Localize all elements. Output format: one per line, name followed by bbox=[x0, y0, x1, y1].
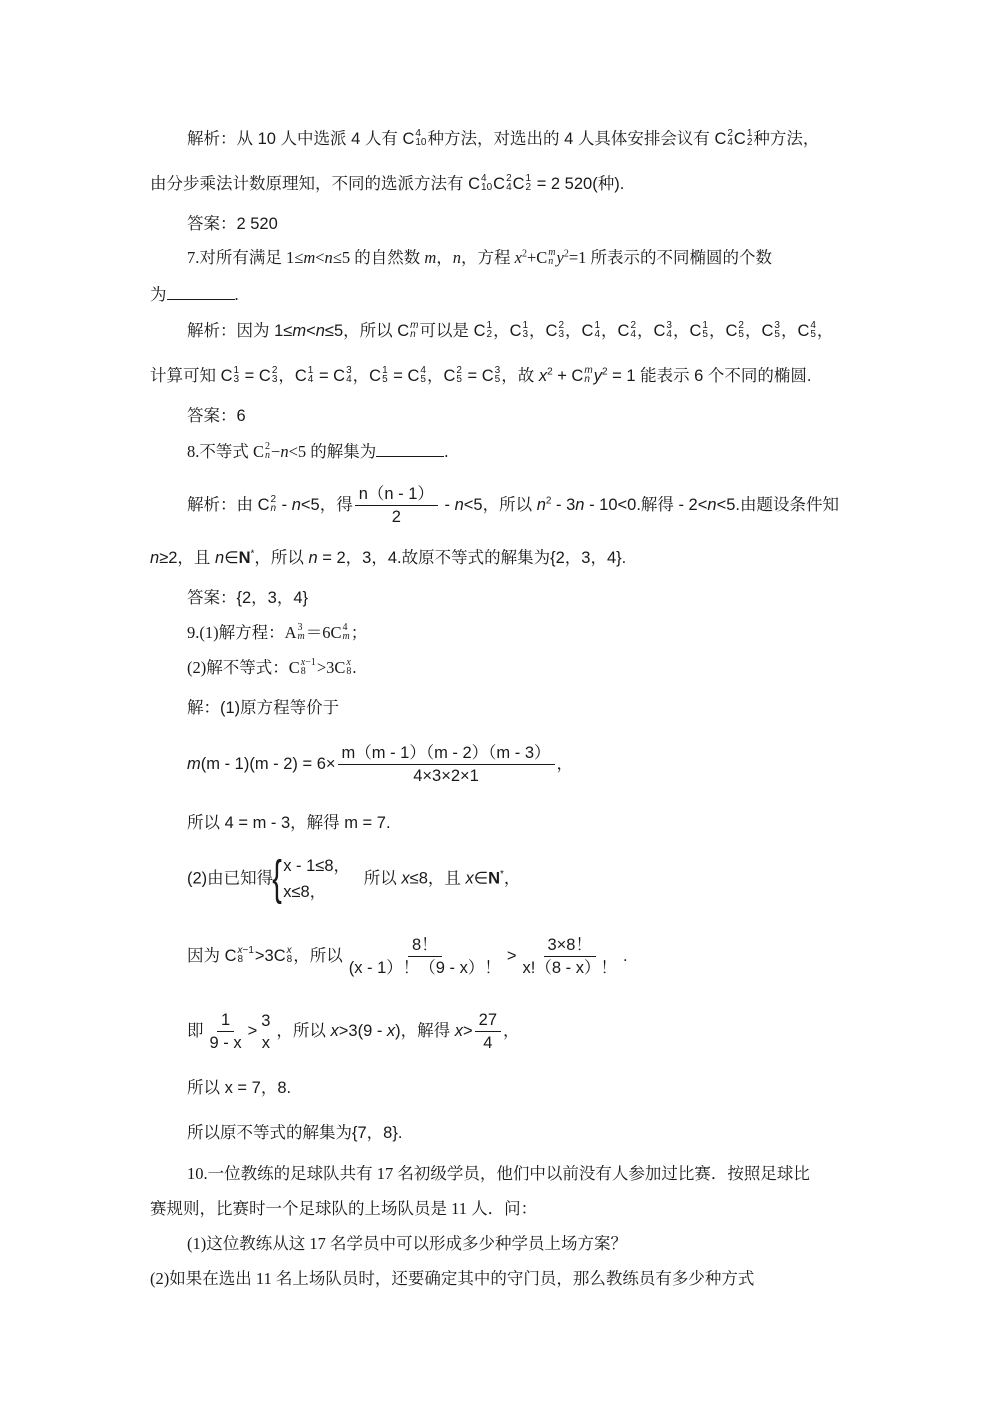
text: − bbox=[271, 442, 281, 461]
denominator: x!（8 - x）！ bbox=[522, 959, 617, 977]
text: ，所以 bbox=[276, 1021, 331, 1040]
text: )，解得 bbox=[395, 1021, 455, 1040]
q8-solution-line1: 解析：由 C 2 n - n<5，得 $\frac{n(n - 1)}{2}$ - n<5，所以 $n^2 - 3n - 10<0$.解得 - 2<n<5.由题设条件知 bbox=[187, 485, 839, 526]
q6-solution-line2 bbox=[150, 173, 624, 195]
text: ，故 bbox=[501, 367, 539, 385]
combination-C4-10: C 4 10 bbox=[402, 127, 427, 148]
numerator: 8！ bbox=[408, 935, 442, 957]
q9-solution-intro: 解：(1)原方程等价于 bbox=[187, 699, 340, 717]
text: ， bbox=[436, 248, 453, 267]
q7-question-line1: 7.对所有满足 1≤m<n≤5 的自然数 m，n，方程 $x^2+C$ m n $y^2=1$ 所表示的不同椭圆的个数 bbox=[187, 247, 773, 268]
q7-solution-line2: 计算可知 C 1 3 = C 2 3 ，C 1 4 = C 3 4 ，C 1 5 = C 4 5 ，C 2 5 = C 3 5 ，故 $x^2 + C$ m n $y^2 = 1$ 能表示 6 个不同的椭圆. bbox=[150, 364, 812, 385]
case-1: x - 1≤8， bbox=[283, 857, 351, 875]
fraction bbox=[345, 935, 505, 978]
q7-answer: 答案：6 bbox=[187, 407, 246, 425]
text: ， bbox=[503, 1021, 520, 1040]
text: ＝6C bbox=[305, 623, 342, 642]
text: 种方法，对选出的 4 人具体安排会议有 bbox=[427, 130, 715, 148]
text: - bbox=[277, 495, 292, 514]
answer-blank bbox=[167, 283, 235, 300]
text: 7.对所有满足 1≤ bbox=[187, 248, 304, 267]
text: 8.不等式 C bbox=[187, 442, 265, 461]
text: - bbox=[439, 495, 455, 514]
text: ≤8，且 bbox=[409, 869, 466, 888]
text: - 3 bbox=[551, 495, 576, 514]
text: >3C bbox=[316, 658, 346, 677]
text: ∈ bbox=[224, 549, 239, 567]
fraction bbox=[206, 1010, 246, 1053]
text: 即 bbox=[187, 1021, 204, 1040]
text: <5，所以 bbox=[463, 495, 537, 514]
text: ，所以 bbox=[254, 549, 309, 567]
text: ； bbox=[350, 623, 368, 642]
q9-because-line: 因为 C x−1 8 >3C x 8 ，所以 $\frac{8!}{(x - 1)!(9 - x)!}$ > $\frac{3\times 8!}{x!(8 - x)!}$ . bbox=[187, 936, 628, 977]
text: = 1 能表示 6 个不同的椭圆. bbox=[607, 367, 812, 385]
text: ， bbox=[556, 754, 574, 773]
text: 解析：因为 1≤ bbox=[187, 322, 293, 340]
numerator: 3×8！ bbox=[544, 935, 597, 957]
fraction bbox=[475, 1010, 501, 1053]
numerator: m（m - 1）（m - 2）（m - 3） bbox=[338, 743, 555, 765]
numerator: 27 bbox=[475, 1010, 501, 1032]
cases-brace: { x - 1≤8， x≤8， bbox=[272, 852, 351, 905]
numerator: 1 bbox=[217, 1010, 234, 1032]
text: 9.(1)解方程：A bbox=[187, 623, 297, 642]
text: ≤5 的自然数 bbox=[332, 248, 425, 267]
var-n: n bbox=[324, 248, 333, 267]
text: <5 的解集为 bbox=[288, 442, 377, 461]
text: 可以是 bbox=[419, 322, 474, 340]
text: (m - 1)(m - 2) = 6× bbox=[200, 754, 336, 773]
text: ， bbox=[503, 869, 521, 888]
text: N bbox=[238, 549, 251, 567]
text: 由分步乘法计数原理知，不同的选派方法有 bbox=[150, 175, 469, 193]
denominator: x bbox=[261, 1033, 270, 1052]
denominator: 2 bbox=[391, 508, 401, 526]
denominator: (x - 1）！（9 - x）！ bbox=[348, 959, 501, 977]
text: ≥2，且 bbox=[159, 549, 216, 567]
text: . bbox=[622, 946, 628, 965]
case-2: x≤8， bbox=[283, 883, 327, 901]
text: (2)由已知得 bbox=[187, 869, 274, 888]
var-m: m bbox=[424, 248, 437, 267]
text: 因为 C bbox=[187, 946, 237, 965]
fraction bbox=[355, 484, 438, 527]
q9-part2: (2)解不等式：C x−1 8 >3C x 8 . bbox=[187, 657, 357, 678]
denominator: 4×3×2×1 bbox=[413, 767, 479, 785]
q9-so-x: 所以 x = 7，8. bbox=[187, 1079, 292, 1097]
text: - 10<0.解得 - 2< bbox=[584, 495, 708, 514]
q6-solution-line1 bbox=[187, 128, 819, 150]
fraction bbox=[338, 743, 555, 786]
q9-solution-set: 所以原不等式的解集为{7，8}. bbox=[187, 1124, 403, 1142]
q10-part2: (2)如果在选出 11 名上场队员时，还要确定其中的守门员，那么教练员有多少种方式 bbox=[150, 1269, 755, 1288]
text: = 2 520(种). bbox=[532, 175, 625, 193]
text: 为 bbox=[150, 285, 167, 304]
q6-answer: 答案：2 520 bbox=[187, 215, 278, 233]
q10-line1: 10.一位教练的足球队共有 17 名初级学员，他们中以前没有人参加过比赛．按照足球比 bbox=[187, 1164, 810, 1183]
q10-part1: (1)这位教练从这 17 名学员中可以形成多少种学员上场方案？ bbox=[187, 1234, 627, 1253]
text: 解析：由 C bbox=[187, 495, 270, 514]
text: ，方程 bbox=[461, 248, 515, 267]
q9-part2-solution: (2)由已知得 { x - 1≤8， x≤8， 所以 x≤8，且 x∈N*， bbox=[187, 852, 521, 905]
var-x: x bbox=[514, 248, 522, 267]
denominator: 4 bbox=[483, 1034, 493, 1052]
q9-ie-line: 即 $\frac{1}{9 - x}$ > 3 x ，所以 x>3(9 - x)，解得 x> $\frac{27}{4}$ ， bbox=[187, 1011, 520, 1052]
q10-line2: 赛规则，比赛时一个足球队的上场队员是 11 人．问： bbox=[150, 1199, 538, 1218]
text: =1 所表示的不同椭圆的个数 bbox=[568, 248, 773, 267]
q7-question-line2: 为 . bbox=[150, 285, 239, 304]
text: 解析：从 10 人中选派 4 人有 bbox=[187, 130, 403, 148]
text: = 2，3，4.故原不等式的解集为{2，3，4}. bbox=[317, 549, 627, 567]
text: . bbox=[352, 658, 357, 677]
fraction bbox=[257, 1011, 274, 1053]
q8-solution-line2: n≥2，且 n∈N*，所以 n = 2，3，4.故原不等式的解集为{2，3，4}. bbox=[150, 548, 627, 567]
q9-part1: 9.(1)解方程：A 3 m ＝6C 4 m ； bbox=[187, 622, 368, 643]
numerator: 3 bbox=[261, 1011, 271, 1030]
text: 计算可知 bbox=[150, 367, 221, 385]
text: +C bbox=[526, 248, 548, 267]
text: >3C bbox=[254, 946, 286, 965]
combination-C2-4-C1-2: C 2 4 C 1 2 bbox=[714, 127, 753, 148]
q9-solve-m: 所以 4 = m - 3，解得 m = 7. bbox=[187, 814, 391, 832]
text: 种方法， bbox=[753, 130, 820, 148]
var-y: y bbox=[556, 248, 564, 267]
q8-question: 8.不等式 C 2 n −n<5 的解集为 . bbox=[187, 441, 449, 462]
text: >3(9 - bbox=[338, 1021, 387, 1040]
combination-product: C 4 10 C 2 4 C 1 2 bbox=[468, 172, 532, 193]
answer-blank bbox=[376, 440, 444, 457]
q7-solution-line1: 解析：因为 1≤m<n≤5，所以 C m n 可以是 C 1 2 ，C 1 3 ，C 2 3 ，C 1 4 ，C 2 4 ，C 3 4 ，C 1 5 ，C 2 5 ，C 3 5 ，C 4 5 ， bbox=[187, 319, 834, 340]
text: ∈ bbox=[473, 869, 489, 888]
text: <5，得 bbox=[300, 495, 353, 514]
text: <5.由题设条件知 bbox=[716, 495, 839, 514]
text: ，所以 bbox=[293, 946, 343, 965]
denominator: 9 - x bbox=[209, 1034, 242, 1052]
numerator: n（n - 1） bbox=[355, 484, 438, 506]
var-m: m bbox=[303, 248, 316, 267]
fraction bbox=[519, 935, 621, 978]
q9-equation: m(m - 1)(m - 2) = 6× $\frac{m(m - 1)(m - 2)(m - 3)}{4\times 3\times 2\times 1}$ ， bbox=[187, 744, 574, 785]
q8-answer: 答案：{2，3，4} bbox=[187, 589, 309, 607]
text: < bbox=[315, 248, 325, 267]
var-n: n bbox=[452, 248, 462, 267]
text: 所以 bbox=[363, 869, 402, 888]
text: (2)解不等式：C bbox=[187, 658, 300, 677]
